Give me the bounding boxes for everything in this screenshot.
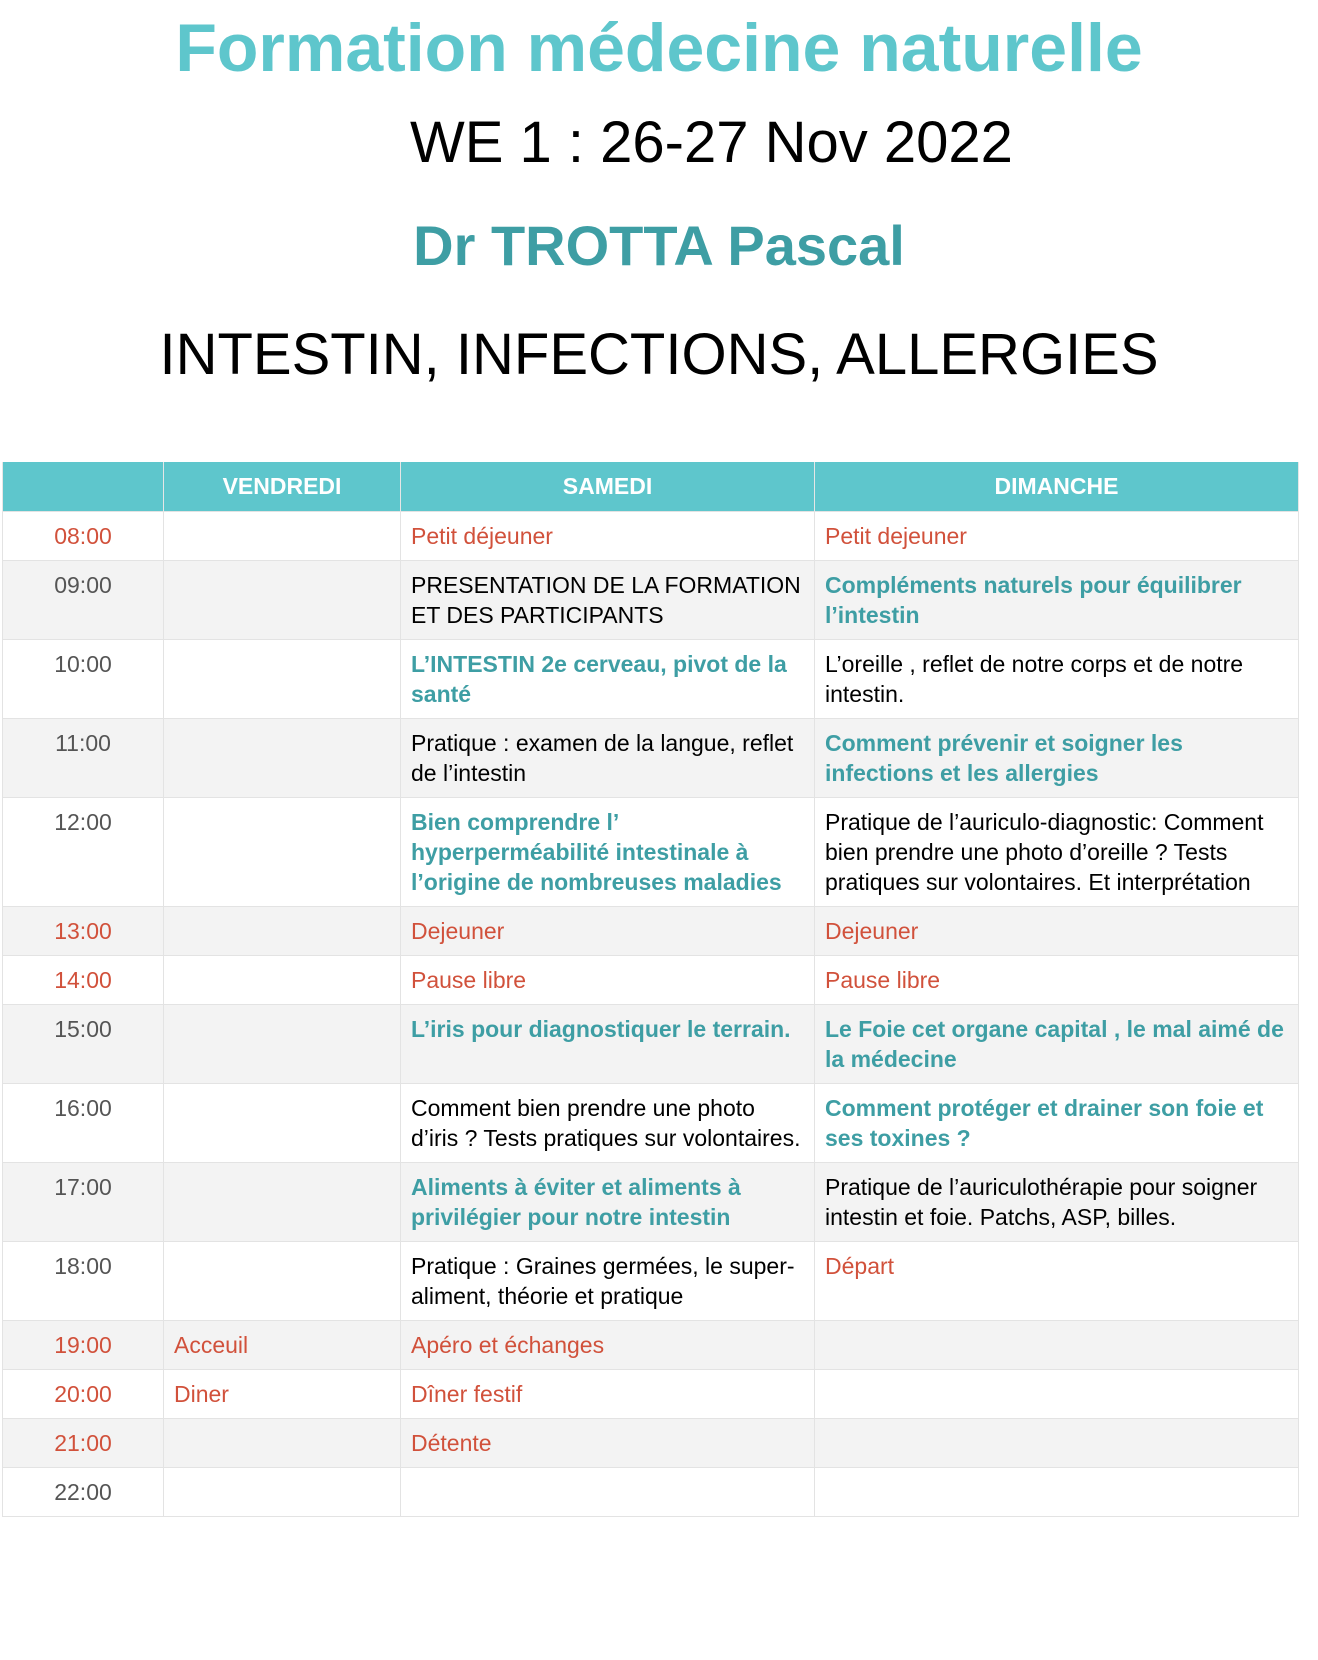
friday-cell [164, 1005, 401, 1084]
friday-cell [164, 1242, 401, 1321]
sunday-cell: Départ [815, 1242, 1299, 1321]
table-row [3, 1468, 1299, 1517]
friday-cell [164, 956, 401, 1005]
friday-cell [164, 561, 401, 640]
schedule-header-row [3, 462, 1299, 512]
sunday-cell: Le Foie cet organe capital , le mal aimé de la médecine [815, 1005, 1299, 1084]
time-cell: 15:00 [3, 1005, 164, 1084]
friday-cell: Diner [164, 1370, 401, 1419]
time-cell: 13:00 [3, 907, 164, 956]
sunday-cell: Petit dejeuner [815, 512, 1299, 561]
time-cell: 16:00 [3, 1084, 164, 1163]
friday-cell [164, 719, 401, 798]
table-row [3, 956, 1299, 1005]
saturday-cell: Pratique : examen de la langue, reflet de l’intestin [401, 719, 815, 798]
table-row [3, 719, 1299, 798]
saturday-cell: Dejeuner [401, 907, 815, 956]
table-row [3, 640, 1299, 719]
time-cell: 17:00 [3, 1163, 164, 1242]
saturday-cell: L’iris pour diagnostiquer le terrain. [401, 1005, 815, 1084]
page-title: Formation médecine naturelle [175, 10, 1143, 86]
sunday-cell: Comment prévenir et soigner les infections et les allergies [815, 719, 1299, 798]
friday-cell: Acceuil [164, 1321, 401, 1370]
time-cell: 08:00 [3, 512, 164, 561]
time-cell: 14:00 [3, 956, 164, 1005]
friday-cell [164, 1468, 401, 1517]
saturday-cell [401, 1468, 815, 1517]
friday-cell [164, 512, 401, 561]
friday-cell [164, 798, 401, 907]
saturday-cell: Comment bien prendre une photo d’iris ? Tests pratiques sur volontaires. [401, 1084, 815, 1163]
saturday-cell: Pratique : Graines germées, le super-aliment, théorie et pratique [401, 1242, 815, 1321]
friday-cell [164, 1163, 401, 1242]
sunday-cell: L’oreille , reflet de notre corps et de notre intestin. [815, 640, 1299, 719]
author-name: Dr TROTTA Pascal [413, 214, 905, 277]
sunday-cell: Pratique de l’auriculothérapie pour soigner intestin et foie. Patchs, ASP, billes. [815, 1163, 1299, 1242]
time-cell: 22:00 [3, 1468, 164, 1517]
sunday-cell: Dejeuner [815, 907, 1299, 956]
sunday-cell [815, 1419, 1299, 1468]
saturday-cell: Petit déjeuner [401, 512, 815, 561]
header-friday: VENDREDI [164, 462, 401, 512]
table-row [3, 1419, 1299, 1468]
time-cell: 09:00 [3, 561, 164, 640]
saturday-cell: PRESENTATION DE LA FORMATION ET DES PARTICIPANTS [401, 561, 815, 640]
table-row [3, 561, 1299, 640]
sunday-cell: Pause libre [815, 956, 1299, 1005]
weekend-dates: WE 1 : 26-27 Nov 2022 [410, 110, 1013, 175]
saturday-cell: Apéro et échanges [401, 1321, 815, 1370]
sunday-cell [815, 1321, 1299, 1370]
time-cell: 11:00 [3, 719, 164, 798]
table-row [3, 798, 1299, 907]
time-cell: 12:00 [3, 798, 164, 907]
saturday-cell: Détente [401, 1419, 815, 1468]
time-cell: 18:00 [3, 1242, 164, 1321]
table-row [3, 1321, 1299, 1370]
sunday-cell: Pratique de l’auriculo-diagnostic: Comment bien prendre une photo d’oreille ? Tests pratiques sur volontaires. Et interprétation [815, 798, 1299, 907]
friday-cell [164, 907, 401, 956]
table-row [3, 512, 1299, 561]
saturday-cell: Pause libre [401, 956, 815, 1005]
table-row [3, 1242, 1299, 1321]
header-sunday: DIMANCHE [815, 462, 1299, 512]
saturday-cell: Dîner festif [401, 1370, 815, 1419]
friday-cell [164, 1084, 401, 1163]
time-cell: 20:00 [3, 1370, 164, 1419]
time-cell: 21:00 [3, 1419, 164, 1468]
saturday-cell: Bien comprendre l’ hyperperméabilité intestinale à l’origine de nombreuses maladies [401, 798, 815, 907]
course-theme: INTESTIN, INFECTIONS, ALLERGIES [159, 322, 1159, 387]
sunday-cell [815, 1370, 1299, 1419]
friday-cell [164, 1419, 401, 1468]
table-row [3, 1370, 1299, 1419]
table-row [3, 1084, 1299, 1163]
header-saturday: SAMEDI [401, 462, 815, 512]
table-row [3, 1163, 1299, 1242]
table-row [3, 907, 1299, 956]
header-time [3, 462, 164, 512]
saturday-cell: Aliments à éviter et aliments à privilégier pour notre intestin [401, 1163, 815, 1242]
sunday-cell: Comment protéger et drainer son foie et ses toxines ? [815, 1084, 1299, 1163]
friday-cell [164, 640, 401, 719]
time-cell: 10:00 [3, 640, 164, 719]
schedule-table [2, 462, 1299, 1517]
sunday-cell [815, 1468, 1299, 1517]
time-cell: 19:00 [3, 1321, 164, 1370]
table-row [3, 1005, 1299, 1084]
saturday-cell: L’INTESTIN 2e cerveau, pivot de la santé [401, 640, 815, 719]
sunday-cell: Compléments naturels pour équilibrer l’intestin [815, 561, 1299, 640]
